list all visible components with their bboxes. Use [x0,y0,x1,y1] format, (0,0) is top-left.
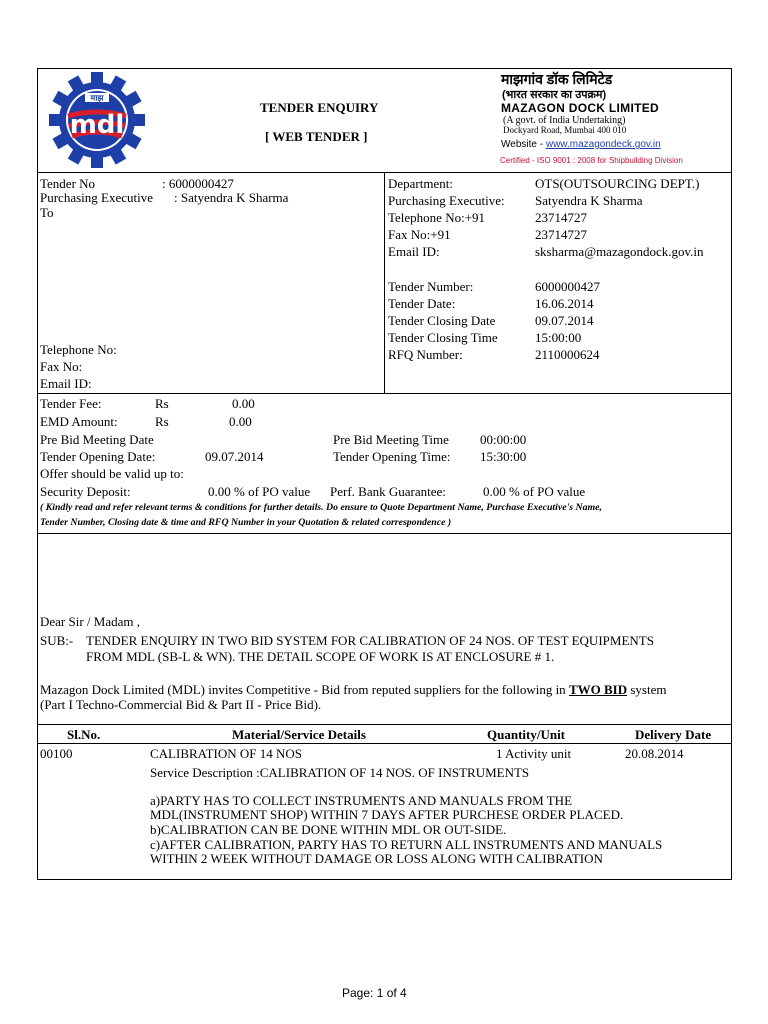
row-service-description: Service Description :CALIBRATION OF 14 NOS. OF INSTRUMENTS [150,765,530,780]
mdl-logo [40,70,155,170]
tender-no-label: Tender No [40,176,96,191]
rfq-label: RFQ Number: [388,347,463,362]
tender-fee-value: 0.00 [232,396,255,411]
pre-bid-date-label: Pre Bid Meeting Date [40,432,154,447]
department-label: Department: [388,176,453,191]
table-top-border [37,724,732,725]
page-subtitle: [ WEB TENDER ] [265,129,368,144]
right-purchasing-exec-label: Purchasing Executive: [388,193,505,208]
col-header-material: Material/Service Details [232,727,366,742]
security-deposit-label: Security Deposit: [40,484,131,499]
row-detail-line: a)PARTY HAS TO COLLECT INSTRUMENTS AND MANUALS FROM THE [150,793,573,808]
pre-bid-time-value: 00:00:00 [480,432,527,447]
emd-label: EMD Amount: [40,414,118,429]
closing-date-label: Tender Closing Date [388,313,496,328]
emd-currency: Rs [155,414,169,429]
page-title: TENDER ENQUIRY [260,100,379,115]
opening-time-value: 15:30:00 [480,449,527,464]
offer-valid-label: Offer should be valid up to: [40,466,184,481]
security-deposit-value: 0.00 % of PO value [208,484,311,499]
opening-date-label: Tender Opening Date: [40,449,156,464]
logo-letters: mdl [69,110,125,140]
intro-line-2: (Part I Techno-Commercial Bid & Part II - Price Bid). [40,697,322,712]
fax-value: 23714727 [535,227,587,242]
department-value: OTS(OUTSOURCING DEPT.) [535,176,700,191]
right-purchasing-exec-value: Satyendra K Sharma [535,193,643,208]
note-line-2: Tender Number, Closing date & time and RFQ Number in your Quotation & related correspondence ) [40,517,452,528]
company-address: Dockyard Road, Mumbai 400 010 [503,125,627,135]
company-govt-line: (A govt. of India Undertaking) [503,115,626,126]
pre-bid-time-label: Pre Bid Meeting Time [333,432,449,447]
tender-fee-label: Tender Fee: [40,396,102,411]
tender-no-value: : 6000000427 [162,176,234,191]
closing-date-value: 09.07.2014 [535,313,594,328]
vendor-telephone-label: Telephone No: [40,342,117,357]
vendor-email-label: Email ID: [40,376,92,391]
website-label: Website - [501,139,546,150]
subject-line-1: TENDER ENQUIRY IN TWO BID SYSTEM FOR CALIBRATION OF 24 NOS. OF TEST EQUIPMENTS [86,633,654,648]
opening-date-value: 09.07.2014 [205,449,264,464]
intro-part-1: Mazagon Dock Limited (MDL) invites Competitive - Bid from reputed suppliers for the following in [40,682,569,697]
email-value[interactable]: sksharma@mazagondock.gov.in [535,244,704,259]
company-website [501,139,661,150]
tender-date-value: 16.06.2014 [535,296,594,311]
row-detail-line: c)AFTER CALIBRATION, PARTY HAS TO RETURN ALL INSTRUMENTS AND MANUALS [150,837,663,852]
purchasing-exec-label: Purchasing Executive [40,190,153,205]
company-name: MAZAGON DOCK LIMITED [501,101,659,115]
email-label: Email ID: [388,244,440,259]
website-link[interactable]: www.mazagondeck.gov.in [545,139,661,150]
company-hindi-sub: (भारत सरकार का उपक्रम) [502,89,607,101]
purchasing-exec-value: : Satyendra K Sharma [174,190,289,205]
to-label: To [40,205,54,220]
row-detail-line: b)CALIBRATION CAN BE DONE WITHIN MDL OR OUT-SIDE. [150,822,507,837]
perf-bank-label: Perf. Bank Guarantee: [330,484,446,499]
col-header-slno: Sl.No. [67,727,101,742]
subject-label: SUB:- [40,633,74,648]
logo-hindi-text: माझ [90,93,104,103]
page-number: Page: 1 of 4 [342,986,407,1000]
row-detail-line: WITHIN 2 WEEK WITHOUT DAMAGE OR LOSS ALONG WITH CALIBRATION [150,851,603,866]
intro-paragraph [40,682,666,698]
row-delivery: 20.08.2014 [625,746,684,761]
vendor-fax-label: Fax No: [40,359,83,374]
fax-label: Fax No:+91 [388,227,451,242]
intro-two-bid: TWO BID [568,682,628,697]
salutation: Dear Sir / Madam , [40,614,141,629]
telephone-label: Telephone No:+91 [388,210,486,225]
table-header-border [37,743,732,744]
col-header-delivery: Delivery Date [635,727,712,742]
perf-bank-value: 0.00 % of PO value [483,484,586,499]
certification: Certified - ISO 9001 : 2008 for Shipbuilding Division [500,156,683,165]
subject-line-2: FROM MDL (SB-L & WN). THE DETAIL SCOPE OF WORK IS AT ENCLOSURE # 1. [86,649,555,664]
intro-part-2: system [627,682,667,697]
tender-number-label: Tender Number: [388,279,474,294]
rfq-value: 2110000624 [535,347,600,362]
note-line-1: ( Kindly read and refer relevant terms & conditions for further details. Do ensure to Quote Department Name, Purchase Executive's Name, [40,502,602,513]
tender-date-label: Tender Date: [388,296,456,311]
emd-value: 0.00 [229,414,252,429]
row-quantity: 1 Activity unit [496,746,572,761]
tender-fee-currency: Rs [155,396,169,411]
row-slno: 00100 [40,746,73,761]
company-hindi: माझगांव डॉक लिमिटेड [501,71,613,87]
tender-number-value: 6000000427 [535,279,600,294]
gear-logo-icon [40,70,155,170]
telephone-value: 23714727 [535,210,587,225]
tender-info-divider [384,173,385,394]
closing-time-label: Tender Closing Time [388,330,498,345]
row-material: CALIBRATION OF 14 NOS [150,746,303,761]
row-detail-line: MDL(INSTRUMENT SHOP) WITHIN 7 DAYS AFTER PURCHESE ORDER PLACED. [150,807,624,822]
col-header-quantity: Quantity/Unit [487,727,566,742]
closing-time-value: 15:00:00 [535,330,582,345]
opening-time-label: Tender Opening Time: [333,449,451,464]
